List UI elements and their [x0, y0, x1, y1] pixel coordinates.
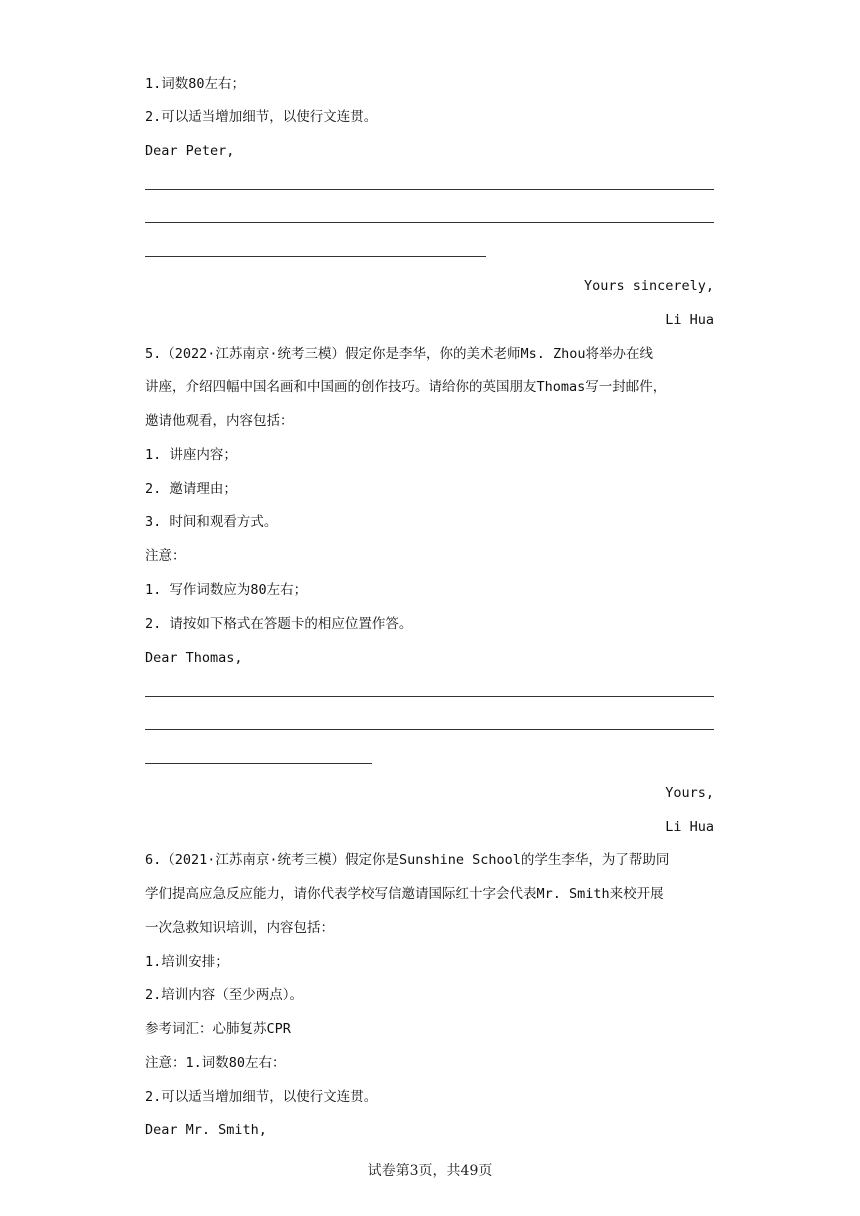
answer-line [145, 763, 372, 764]
requirement-word-count: 1. 写作词数应为80左右； [145, 582, 308, 598]
content-item: 3. 时间和观看方式。 [145, 514, 278, 530]
answer-line [145, 222, 714, 223]
requirement-format: 2. 请按如下格式在答题卡的相应位置作答。 [145, 616, 413, 632]
question-prompt: 讲座，介绍四幅中国名画和中国画的创作技巧。请给你的英国朋友Thomas写一封邮件， [145, 379, 667, 395]
letter-signature: Li Hua [665, 819, 714, 835]
content-item: 1. 讲座内容； [145, 447, 237, 463]
answer-line [145, 696, 714, 697]
requirement-details: 2.可以适当增加细节，以使行文连贯。 [145, 109, 378, 125]
question-prompt: 一次急救知识培训，内容包括： [145, 920, 334, 936]
answer-line [145, 729, 714, 730]
answer-line [145, 189, 714, 190]
letter-greeting: Dear Thomas, [145, 650, 243, 666]
content-item: 2. 邀请理由； [145, 481, 237, 497]
letter-closing: Yours, [665, 785, 714, 801]
letter-closing: Yours sincerely, [583, 278, 714, 294]
question-prompt: 学们提高应急反应能力，请你代表学校写信邀请国际红十字会代表Mr. Smith来校开展 [145, 886, 664, 902]
question-prompt: 6.（2021·江苏南京·统考三模）假定你是Sunshine School的学生李华，为了帮助同 [145, 852, 670, 868]
requirement-details: 2.可以适当增加细节，以使行文连贯。 [145, 1089, 378, 1105]
notes-label: 注意： [145, 548, 186, 564]
requirement-word-count: 注意：1.词数80左右： [145, 1055, 286, 1071]
content-item: 1.培训安排； [145, 954, 229, 970]
letter-greeting: Dear Mr. Smith, [145, 1122, 267, 1138]
requirement-word-count: 1.词数80左右； [145, 76, 246, 92]
letter-signature: Li Hua [665, 312, 714, 328]
content-item: 2.培训内容（至少两点）。 [145, 987, 304, 1003]
question-prompt: 邀请他观看，内容包括： [145, 413, 294, 429]
reference-vocabulary: 参考词汇：心肺复苏CPR [145, 1021, 291, 1037]
letter-greeting: Dear Peter, [145, 143, 235, 159]
question-prompt: 5.（2022·江苏南京·统考三模）假定你是李华，你的美术老师Ms. Zhou将举办在线 [145, 346, 654, 362]
answer-line [145, 256, 486, 257]
page-footer: 试卷第3页，共49页 [367, 1163, 493, 1179]
